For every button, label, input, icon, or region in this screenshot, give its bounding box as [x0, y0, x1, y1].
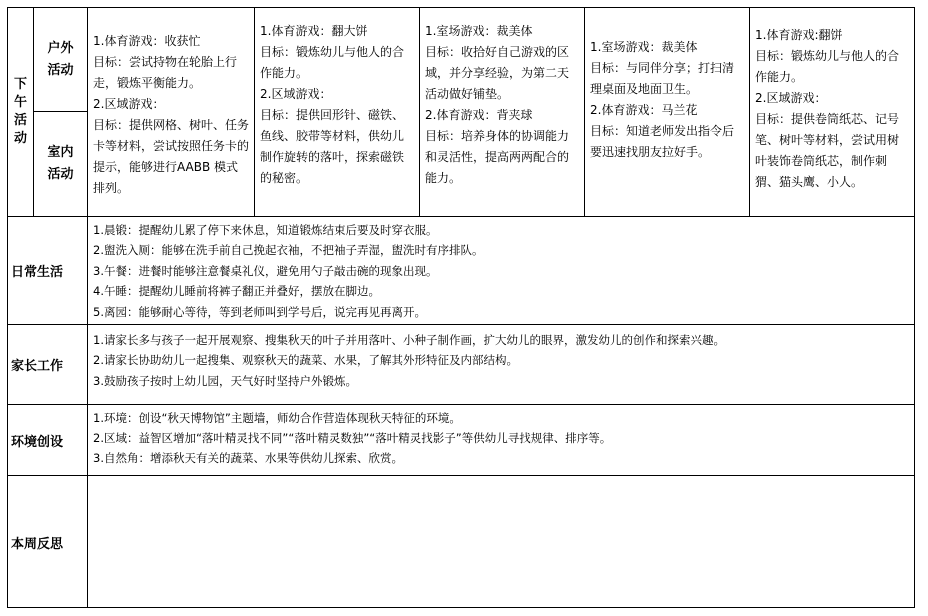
activity-line: 1.室场游戏：裁美体 [425, 24, 533, 38]
activity-line: 2.体育游戏：马兰花 [590, 103, 698, 117]
activity-line: 2.体育游戏：背夹球 [425, 108, 533, 122]
daily-life-content [88, 217, 914, 324]
grid-line [8, 324, 914, 325]
day-cell-3 [420, 18, 584, 216]
outdoor-activity-label [34, 8, 87, 111]
afternoon-label [8, 8, 33, 216]
activity-line: 1.体育游戏：收获忙 [93, 34, 201, 48]
list-item: 1.晨锻：提醒幼儿累了停下来休息，知道锻炼结束后要及时穿衣服。 [93, 223, 438, 237]
day-cell-1 [88, 28, 254, 216]
weekly-plan-table [7, 7, 915, 608]
list-item: 4.午睡：提醒幼儿睡前将裤子翻正并叠好，摆放在脚边。 [93, 284, 380, 299]
activity-line: 1.室场游戏：裁美体 [590, 40, 698, 54]
parent-work-label-text: 家长工作 [11, 359, 64, 374]
weekly-reflection-label [8, 476, 87, 608]
list-item: 3.鼓励孩子按时上幼儿园，天气好时坚持户外锻炼。 [93, 373, 357, 388]
activity-line: 目标：收拾好自己游戏的区域，并分享经验，为第二天活动做好铺垫。 [425, 45, 570, 101]
activity-line: 目标：提供卷筒纸芯、记号笔、树叶等材料，尝试用树叶装饰卷筒纸芯，制作刺猬、猫头鹰、小人。 [755, 112, 900, 189]
activity-line: 2.区域游戏： [93, 97, 165, 111]
parent-work-content [88, 327, 914, 404]
list-item: 5.离园：能够耐心等待，等到老师叫到学号后，说完再见再离开。 [93, 304, 426, 319]
indoor-activity-label [34, 112, 87, 216]
activity-line: 目标：知道老师发出指令后要迅速找朋友拉好手。 [590, 124, 735, 159]
activity-line: 目标：提供回形针、磁铁、鱼线、胶带等材料，供幼儿制作旋转的落叶，探索磁铁的秘密。 [260, 108, 405, 185]
environment-label [8, 405, 87, 475]
list-item: 2.请家长协助幼儿一起搜集、观察秋天的蔬菜、水果，了解其外形特征及内部结构。 [93, 353, 518, 368]
activity-line: 目标：尝试持物在轮胎上行走，锻炼平衡能力。 [93, 55, 238, 90]
activity-line: 2.区域游戏： [755, 91, 827, 105]
outdoor-label-line: 活动 [47, 62, 74, 78]
parent-work-label [8, 325, 87, 404]
activity-line: 1.体育游戏:翻饼 [755, 28, 843, 42]
indoor-label-line: 活动 [47, 167, 74, 182]
environment-content [88, 405, 914, 475]
list-item: 2.区域：益智区增加“落叶精灵找不同”“落叶精灵数独”“落叶精灵找影子”等供幼儿寻找规律、排序等。 [93, 431, 612, 445]
activity-line: 目标：提供网格、树叶、任务卡等材料，尝试按照任务卡的提示，能够进行AABB 模式排列。 [93, 118, 250, 195]
list-item: 3.午餐：进餐时能够注意餐桌礼仪，避免用勺子敲击碗的现象出现。 [93, 263, 438, 278]
indoor-label-line: 室内 [47, 145, 74, 160]
daily-life-label [8, 217, 87, 324]
activity-line: 1.体育游戏：翻大饼 [260, 24, 368, 38]
afternoon-label-char: 午 [13, 95, 27, 110]
day-cell-5 [750, 22, 914, 216]
daily-life-label-text: 日常生活 [11, 265, 64, 280]
afternoon-label-char: 下 [13, 77, 27, 92]
activity-line: 2.区域游戏： [260, 87, 332, 101]
environment-label-text: 环境创设 [11, 434, 64, 450]
activity-line: 目标：锻炼幼儿与他人的合作能力。 [260, 45, 405, 80]
weekly-reflection-label-text: 本周反思 [11, 536, 64, 552]
outdoor-label-line: 户外 [47, 40, 74, 56]
list-item: 2.盥洗入厕：能够在洗手前自己挽起衣袖，不把袖子弄湿，盥洗时有序排队。 [93, 243, 484, 258]
afternoon-label-char: 动 [13, 131, 27, 146]
day-cell-2 [255, 18, 419, 216]
list-item: 3.自然角：增添秋天有关的蔬菜、水果等供幼儿探索、欣赏。 [93, 451, 403, 465]
activity-line: 目标：培养身体的协调能力和灵活性，提高两两配合的能力。 [425, 129, 570, 185]
day-cell-4 [585, 34, 749, 216]
afternoon-label-char: 活 [13, 113, 27, 128]
list-item: 1.环境：创设“秋天博物馆”主题墙，师幼合作营造体现秋天特征的环境。 [93, 411, 461, 425]
weekly-reflection-content[interactable] [88, 476, 914, 608]
list-item: 1.请家长多与孩子一起开展观察、搜集秋天的叶子并用落叶、小种子制作画，扩大幼儿的眼界，激发幼儿的创作和探索兴趣。 [93, 333, 725, 347]
activity-line: 目标：锻炼幼儿与他人的合作能力。 [755, 49, 900, 84]
activity-line: 目标：与同伴分享；打扫清理桌面及地面卫生。 [590, 61, 735, 96]
